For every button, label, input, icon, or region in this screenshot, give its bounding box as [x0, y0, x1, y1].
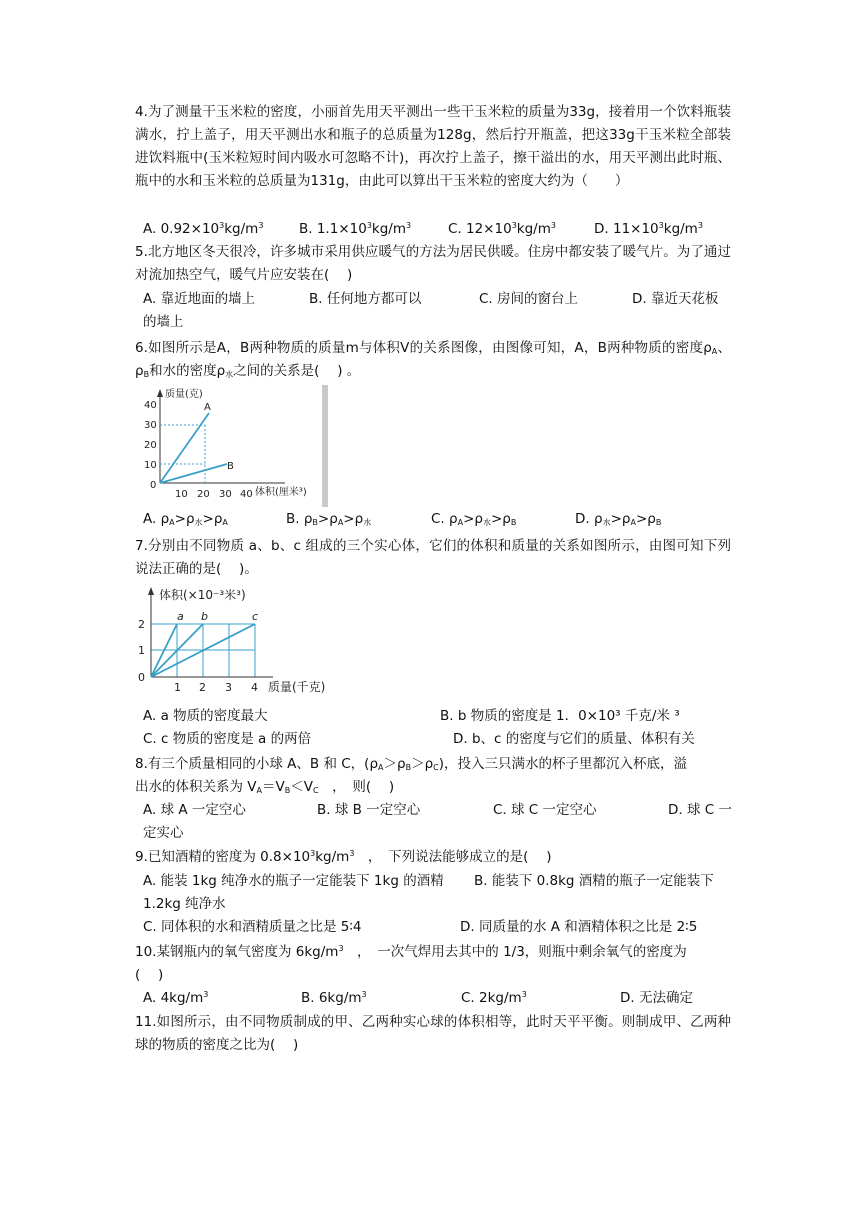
- q7-option-c[interactable]: C. c 物质的密度是 a 的两倍: [143, 731, 312, 747]
- q10-option-b[interactable]: B. $6kg/m^3$: [301, 990, 367, 1006]
- q4-option-a[interactable]: A. $0.92\times 10^3kg/m^3$: [143, 221, 264, 237]
- x-tick-3: 3: [225, 681, 232, 694]
- q5-option-a[interactable]: A. 靠近地面的墙上: [143, 291, 256, 307]
- figure-mass-volume: [135, 385, 330, 507]
- label-a: A: [204, 402, 211, 413]
- question-10-options: [143, 987, 731, 1010]
- question-6-options: [143, 508, 731, 531]
- q8-option-c[interactable]: C. 球 C 一定空心: [493, 802, 597, 818]
- x-axis-title: 质量(千克): [268, 680, 326, 694]
- y-tick-2: 2: [138, 618, 145, 631]
- q10-option-d[interactable]: D. 无法确定: [620, 990, 693, 1006]
- question-4-text: 4.为了测量干玉米粒的密度，小丽首先用天平测出一些干玉米粒的质量为33g，接着用一个饮料瓶装满水，拧上盖子，用天平测出水和瓶子的总质量为128g，然后拧开瓶盖，把这33g干玉米粒全部装进饮料瓶中(玉米粒短时间内吸水可忽略不计)，再次拧上盖子，擦干溢出的水，用天平测出此时瓶、瓶中的水和玉米粒的总质量为131g，由此可以算出干玉米粒的密度大约为（ ）: [135, 104, 731, 189]
- label-b: B: [227, 461, 234, 472]
- question-7-text: 7.分别由不同物质 a、b、c 组成的三个实心体，它们的体积和质量的关系如图所示，由图可知下列说法正确的是( )。: [135, 538, 731, 577]
- q8-option-b[interactable]: B. 球 B 一定空心: [317, 802, 421, 818]
- question-10-line-2: ( ): [135, 967, 164, 983]
- q10-option-a[interactable]: A. $4kg/m^3$: [143, 990, 209, 1006]
- label-b: b: [201, 610, 208, 623]
- q4-option-d[interactable]: D. $11\times 10^3kg/m^3$: [594, 221, 703, 237]
- q6-option-d[interactable]: D. $\rho_水>\rho_A>\rho_B$: [575, 511, 662, 527]
- x-tick-4: 4: [251, 681, 258, 694]
- question-5-options: [143, 288, 731, 311]
- q9-option-b[interactable]: B. 能装下 0.8kg 酒精的瓶子一定能装下: [474, 873, 714, 889]
- y-tick-1: 1: [138, 644, 145, 657]
- y-tick-40: 40: [144, 400, 157, 411]
- q7-option-a[interactable]: A. a 物质的密度最大: [143, 708, 268, 724]
- question-9: 9.已知酒精的密度为 $0.8\times 10^3kg/m^3$ ， 下列说法能够成立的是( ): [135, 849, 552, 865]
- question-10-line-1: 10.某钢瓶内的氧气密度为 $6kg/m^3$ ， 一次气焊用去其中的 1/3，则瓶中剩余氧气的密度为: [135, 944, 687, 960]
- line-a: [160, 413, 209, 483]
- question-11-text: 11.如图所示，由不同物质制成的甲、乙两种实心球的体积相等，此时天平平衡。则制成甲、乙两种球的物质的密度之比为( ): [135, 1014, 731, 1053]
- question-5-text: 5.北方地区冬天很冷，许多城市采用供应暖气的方法为居民供暖。住房中都安装了暖气片。为了通过对流加热空气，暖气片应安装在( ): [135, 244, 731, 283]
- question-8-line-2: 出水的体积关系为 $V_A=V_B<V_C$ ， 则( ): [135, 779, 395, 795]
- q7-option-b[interactable]: B. b 物质的密度是 1．0×10³ 千克/米 ³: [440, 708, 680, 724]
- q9-option-a[interactable]: A. 能装 1kg 纯净水的瓶子一定能装下 1kg 的酒精: [143, 873, 444, 889]
- y-axis-title: 质量(克): [165, 389, 203, 400]
- q6-option-b[interactable]: B. $\rho_B>\rho_A>\rho_水$: [286, 511, 372, 527]
- x-tick-2: 2: [199, 681, 206, 694]
- volume-mass-chart: [135, 583, 340, 703]
- q8-option-d[interactable]: D. 球 C 一: [668, 802, 732, 818]
- question-5: [135, 241, 731, 287]
- question-11: [135, 1011, 731, 1057]
- q4-option-b[interactable]: B. $1.1\times 10^3kg/m^3$: [299, 221, 412, 237]
- x-tick-1: 1: [174, 681, 181, 694]
- q4-option-c[interactable]: C. $12\times 10^3kg/m^3$: [448, 221, 556, 237]
- question-6: 6.如图所示是A，B两种物质的质量m与体积V的关系图像，由图像可知，A，B两种物质的密度$\rho_A$、$\rho_B$和水的密度$\rho_水$之间的关系是( ) 。: [135, 340, 732, 379]
- q8-option-d-wrap: 定实心: [143, 825, 184, 841]
- q5-option-d[interactable]: D. 靠近天花板: [632, 291, 719, 307]
- question-4: [135, 101, 731, 193]
- origin-label: 0: [138, 671, 145, 684]
- x-tick-30: 30: [219, 489, 232, 500]
- q6-option-a[interactable]: A. $\rho_A>\rho_水>\rho_A$: [143, 511, 228, 527]
- x-axis-title: 体积(厘米³): [255, 487, 307, 498]
- question-8-options: [143, 799, 731, 822]
- x-tick-40: 40: [240, 489, 253, 500]
- y-tick-20: 20: [144, 440, 157, 451]
- q9-option-d[interactable]: D. 同质量的水 A 和酒精体积之比是 2∶5: [460, 919, 698, 935]
- q7-option-d[interactable]: D. b、c 的密度与它们的质量、体积有关: [453, 731, 695, 747]
- q5-option-d-wrap: 的墙上: [143, 314, 184, 330]
- figure-volume-mass: [135, 583, 340, 703]
- mass-volume-chart: [135, 385, 325, 507]
- q10-option-c[interactable]: C. $2kg/m^3$: [461, 990, 527, 1006]
- origin-label: 0: [150, 480, 157, 491]
- q9-option-c[interactable]: C. 同体积的水和酒精质量之比是 5∶4: [143, 919, 362, 935]
- x-tick-20: 20: [197, 489, 210, 500]
- question-4-options: [143, 218, 731, 241]
- y-tick-30: 30: [144, 420, 157, 431]
- line-b: [160, 464, 227, 483]
- question-8-line-1: 8.有三个质量相同的小球 A、B 和 C，$(\rho_A>\rho_B>\rho_C)$，投入三只满水的杯子里都沉入杯底，溢: [135, 756, 688, 772]
- q9-option-b-wrap: 1.2kg 纯净水: [143, 896, 226, 912]
- q8-option-a[interactable]: A. 球 A 一定空心: [143, 802, 246, 818]
- q5-option-b[interactable]: B. 任何地方都可以: [309, 291, 422, 307]
- label-c: c: [252, 610, 259, 623]
- figure-edge: [322, 385, 328, 507]
- q6-option-c[interactable]: C. $\rho_A>\rho_水>\rho_B$: [431, 511, 517, 527]
- x-tick-10: 10: [175, 489, 188, 500]
- question-7: [135, 535, 731, 581]
- label-a: a: [177, 610, 184, 623]
- y-tick-10: 10: [144, 460, 157, 471]
- q5-option-c[interactable]: C. 房间的窗台上: [479, 291, 579, 307]
- y-axis-title: 体积(×10⁻³米³): [159, 588, 246, 602]
